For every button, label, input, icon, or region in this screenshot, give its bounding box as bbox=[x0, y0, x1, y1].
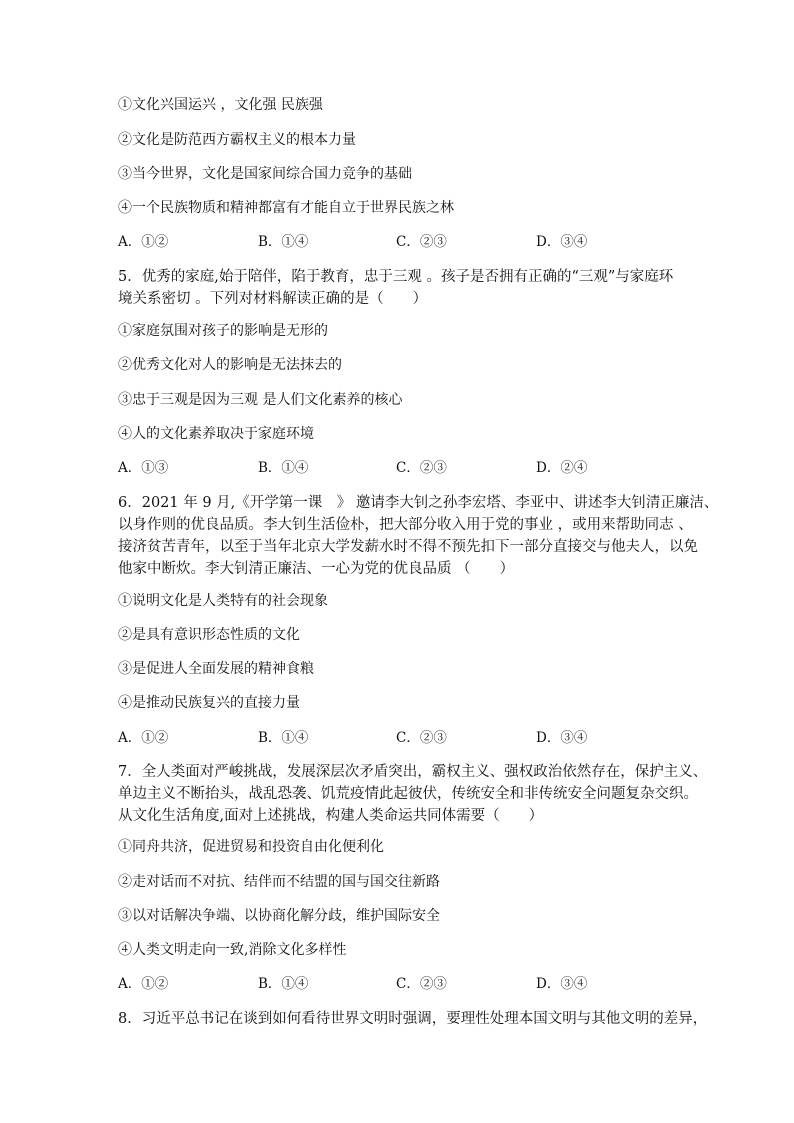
option-c: C．②③ bbox=[396, 976, 447, 992]
question-7-stem: 从文化生活角度,面对上述挑战，构建人类命运共同体需要（ ） bbox=[118, 808, 544, 824]
statement-1: ①说明文化是人类特有的社会现象 bbox=[118, 593, 328, 609]
option-a: A．①② bbox=[118, 730, 169, 746]
option-d: D．③④ bbox=[536, 976, 588, 992]
option-c: C．②③ bbox=[396, 460, 447, 476]
option-b: B．①④ bbox=[258, 460, 309, 476]
statement-1: ①文化兴国运兴 ，文化强 民族强 bbox=[118, 97, 323, 113]
statement-2: ②文化是防范西方霸权主义的根本力量 bbox=[118, 132, 356, 148]
statement-1: ①家庭氛围对孩子的影响是无形的 bbox=[118, 323, 328, 339]
option-a: A．①③ bbox=[118, 460, 169, 476]
option-b: B．①④ bbox=[258, 976, 309, 992]
option-a: A．①② bbox=[118, 234, 169, 250]
statement-3: ③当今世界，文化是国家间综合国力竞争的基础 bbox=[118, 166, 412, 182]
question-6-stem: 接济贫苦青年，以至于当年北京大学发薪水时不得不预先扣下一部分直接交与他夫人，以免 bbox=[118, 539, 698, 555]
question-7-stem: 单边主义不断抬头，战乱恐袭、饥荒疫情此起彼伏，传统安全和非传统安全问题复杂交织。 bbox=[118, 786, 698, 802]
statement-4: ④一个民族物质和精神都富有才能自立于世界民族之林 bbox=[118, 200, 454, 216]
statement-4: ④人的文化素养取决于家庭环境 bbox=[118, 426, 314, 442]
option-d: D．②④ bbox=[536, 460, 588, 476]
option-b: B．①④ bbox=[258, 234, 309, 250]
option-d: D．③④ bbox=[536, 234, 588, 250]
option-c: C．②③ bbox=[396, 234, 447, 250]
statement-2: ②是具有意识形态性质的文化 bbox=[118, 627, 300, 643]
option-a: A．①② bbox=[118, 976, 169, 992]
option-b: B．①④ bbox=[258, 730, 309, 746]
question-8-stem: 8．习近平总书记在谈到如何看待世界文明时强调，要理性处理本国文明与其他文明的差异， bbox=[118, 1011, 708, 1027]
statement-3: ③是促进人全面发展的精神食粮 bbox=[118, 661, 314, 677]
answer-options bbox=[118, 729, 698, 747]
answer-options bbox=[118, 233, 698, 251]
option-d: D．③④ bbox=[536, 730, 588, 746]
option-c: C．②③ bbox=[396, 730, 447, 746]
statement-3: ③以对话解决争端、以协商化解分歧，维护国际安全 bbox=[118, 908, 440, 924]
question-6-stem: 以身作则的优良品质。李大钊生活俭朴，把大部分收入用于党的事业 ，或用来帮助同志 、 bbox=[118, 517, 693, 533]
question-7-stem: 7．全人类面对严峻挑战，发展深层次矛盾突出，霸权主义、强权政治依然存在，保护主义、 bbox=[118, 764, 708, 780]
statement-2: ②走对话而不对抗、结伴而不结盟的国与国交往新路 bbox=[118, 874, 440, 890]
statement-4: ④是推动民族复兴的直接力量 bbox=[118, 695, 300, 711]
answer-options bbox=[118, 975, 698, 993]
statement-2: ②优秀文化对人的影响是无法抹去的 bbox=[118, 357, 342, 373]
question-5-stem: 境关系密切 。下列对材料解读正确的是（ ） bbox=[118, 291, 428, 307]
statement-4: ④人类文明走向一致,消除文化多样性 bbox=[118, 942, 347, 958]
statement-3: ③忠于三观是因为三观 是人们文化素养的核心 bbox=[118, 392, 403, 408]
question-5-stem: 5．优秀的家庭,始于陪伴，陷于教育，忠于三观 。孩子是否拥有正确的“三观”与家庭环 bbox=[118, 269, 674, 285]
question-6-stem: 他家中断炊。李大钊清正廉洁、一心为党的优良品质 （ ） bbox=[118, 561, 515, 577]
statement-1: ①同舟共济，促进贸易和投资自由化便利化 bbox=[118, 839, 384, 855]
question-6-stem: 6．2021 年 9 月,《开学第一课 》 邀请李大钊之孙李宏塔、李亚中、讲述李大钊清正廉洁、 bbox=[118, 495, 719, 511]
answer-options bbox=[118, 459, 698, 477]
